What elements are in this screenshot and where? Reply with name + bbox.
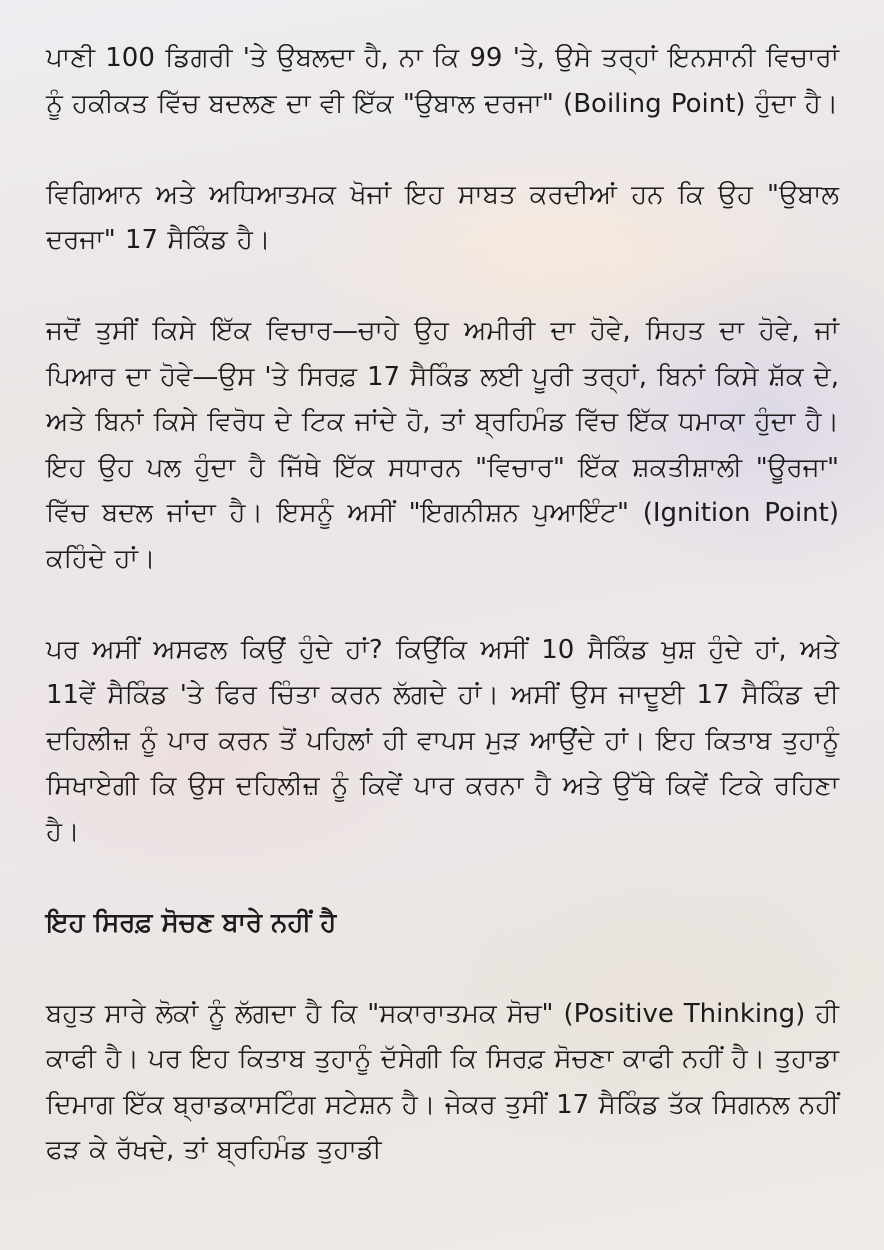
paragraph-boiling-point: ਪਾਣੀ 100 ਡਿਗਰੀ 'ਤੇ ਉਬਲਦਾ ਹੈ, ਨਾ ਕਿ 99 'ਤੇ, ਉਸੇ ਤਰ੍ਹਾਂ ਇਨਸਾਨੀ ਵਿਚਾਰਾਂ ਨੂੰ ਹਕੀਕਤ ਵਿੱਚ ਬਦਲਣ ਦਾ ਵੀ ਇੱਕ "ਉਬਾਲ ਦਰਜਾ" (Boiling Point) ਹੁੰਦਾ ਹੈ। xyxy=(46,43,839,119)
paragraph-spacer xyxy=(46,127,839,173)
paragraph-spacer xyxy=(46,855,839,901)
page-body xyxy=(46,36,839,1174)
paragraph-positive-thinking: ਬਹੁਤ ਸਾਰੇ ਲੋਕਾਂ ਨੂੰ ਲੱਗਦਾ ਹੈ ਕਿ "ਸਕਾਰਾਤਮਕ ਸੋਚ" (Positive Thinking) ਹੀ ਕਾਫੀ ਹੈ। ਪਰ ਇਹ ਕਿਤਾਬ ਤੁਹਾਨੂੰ ਦੱਸੇਗੀ ਕਿ ਸਿਰਫ਼ ਸੋਚਣਾ ਕਾਫੀ ਨਹੀਂ ਹੈ। ਤੁਹਾਡਾ ਦਿਮਾਗ ਇੱਕ ਬ੍ਰਾਡਕਾਸਟਿੰਗ ਸਟੇਸ਼ਨ ਹੈ। ਜੇਕਰ ਤੁਸੀਂ 17 ਸੈਕਿੰਡ ਤੱਕ ਸਿਗਨਲ ਨਹੀਂ ਫੜ ਕੇ ਰੱਖਦੇ, ਤਾਂ ਬ੍ਰਹਿਮੰਡ ਤੁਹਾਡੀ xyxy=(46,998,839,1165)
paragraph-spacer xyxy=(46,264,839,310)
paragraph-spacer xyxy=(46,946,839,992)
paragraph-ignition-point: ਜਦੋਂ ਤੁਸੀਂ ਕਿਸੇ ਇੱਕ ਵਿਚਾਰ—ਚਾਹੇ ਉਹ ਅਮੀਰੀ ਦਾ ਹੋਵੇ, ਸਿਹਤ ਦਾ ਹੋਵੇ, ਜਾਂ ਪਿਆਰ ਦਾ ਹੋਵੇ—ਉਸ 'ਤੇ ਸਿਰਫ਼ 17 ਸੈਕਿੰਡ ਲਈ ਪੂਰੀ ਤਰ੍ਹਾਂ, ਬਿਨਾਂ ਕਿਸੇ ਸ਼ੱਕ ਦੇ, ਅਤੇ ਬਿਨਾਂ ਕਿਸੇ ਵਿਰੋਧ ਦੇ ਟਿਕ ਜਾਂਦੇ ਹੋ, ਤਾਂ ਬ੍ਰਹਿਮੰਡ ਵਿੱਚ ਇੱਕ ਧਮਾਕਾ ਹੁੰਦਾ ਹੈ। ਇਹ ਉਹ ਪਲ ਹੁੰਦਾ ਹੈ ਜਿੱਥੇ ਇੱਕ ਸਧਾਰਨ "ਵਿਚਾਰ" ਇੱਕ ਸ਼ਕਤੀਸ਼ਾਲੀ "ਊਰਜਾ" ਵਿੱਚ ਬਦਲ ਜਾਂਦਾ ਹੈ। ਇਸਨੂੰ ਅਸੀਂ "ਇਗਨੀਸ਼ਨ ਪੁਆਇੰਟ" (Ignition Point) ਕਹਿੰਦੇ ਹਾਂ। xyxy=(46,316,839,574)
paragraph-17-seconds: ਵਿਗਿਆਨ ਅਤੇ ਅਧਿਆਤਮਕ ਖੋਜਾਂ ਇਹ ਸਾਬਤ ਕਰਦੀਆਂ ਹਨ ਕਿ ਉਹ "ਉਬਾਲ ਦਰਜਾ" 17 ਸੈਕਿੰਡ ਹੈ। xyxy=(46,179,839,255)
paragraph-spacer xyxy=(46,582,839,628)
paragraph-why-we-fail: ਪਰ ਅਸੀਂ ਅਸਫਲ ਕਿਉਂ ਹੁੰਦੇ ਹਾਂ? ਕਿਉਂਕਿ ਅਸੀਂ 10 ਸੈਕਿੰਡ ਖੁਸ਼ ਹੁੰਦੇ ਹਾਂ, ਅਤੇ 11ਵੇਂ ਸੈਕਿੰਡ 'ਤੇ ਫਿਰ ਚਿੰਤਾ ਕਰਨ ਲੱਗਦੇ ਹਾਂ। ਅਸੀਂ ਉਸ ਜਾਦੂਈ 17 ਸੈਕਿੰਡ ਦੀ ਦਹਿਲੀਜ਼ ਨੂੰ ਪਾਰ ਕਰਨ ਤੋਂ ਪਹਿਲਾਂ ਹੀ ਵਾਪਸ ਮੁੜ ਆਉਂਦੇ ਹਾਂ। ਇਹ ਕਿਤਾਬ ਤੁਹਾਨੂੰ ਸਿਖਾਏਗੀ ਕਿ ਉਸ ਦਹਿਲੀਜ਼ ਨੂੰ ਕਿਵੇਂ ਪਾਰ ਕਰਨਾ ਹੈ ਅਤੇ ਉੱਥੇ ਕਿਵੇਂ ਟਿਕੇ ਰਹਿਣਾ ਹੈ। xyxy=(46,634,839,847)
section-heading: ਇਹ ਸਿਰਫ਼ ਸੋਚਣ ਬਾਰੇ ਨਹੀਂ ਹੈ xyxy=(46,907,337,938)
